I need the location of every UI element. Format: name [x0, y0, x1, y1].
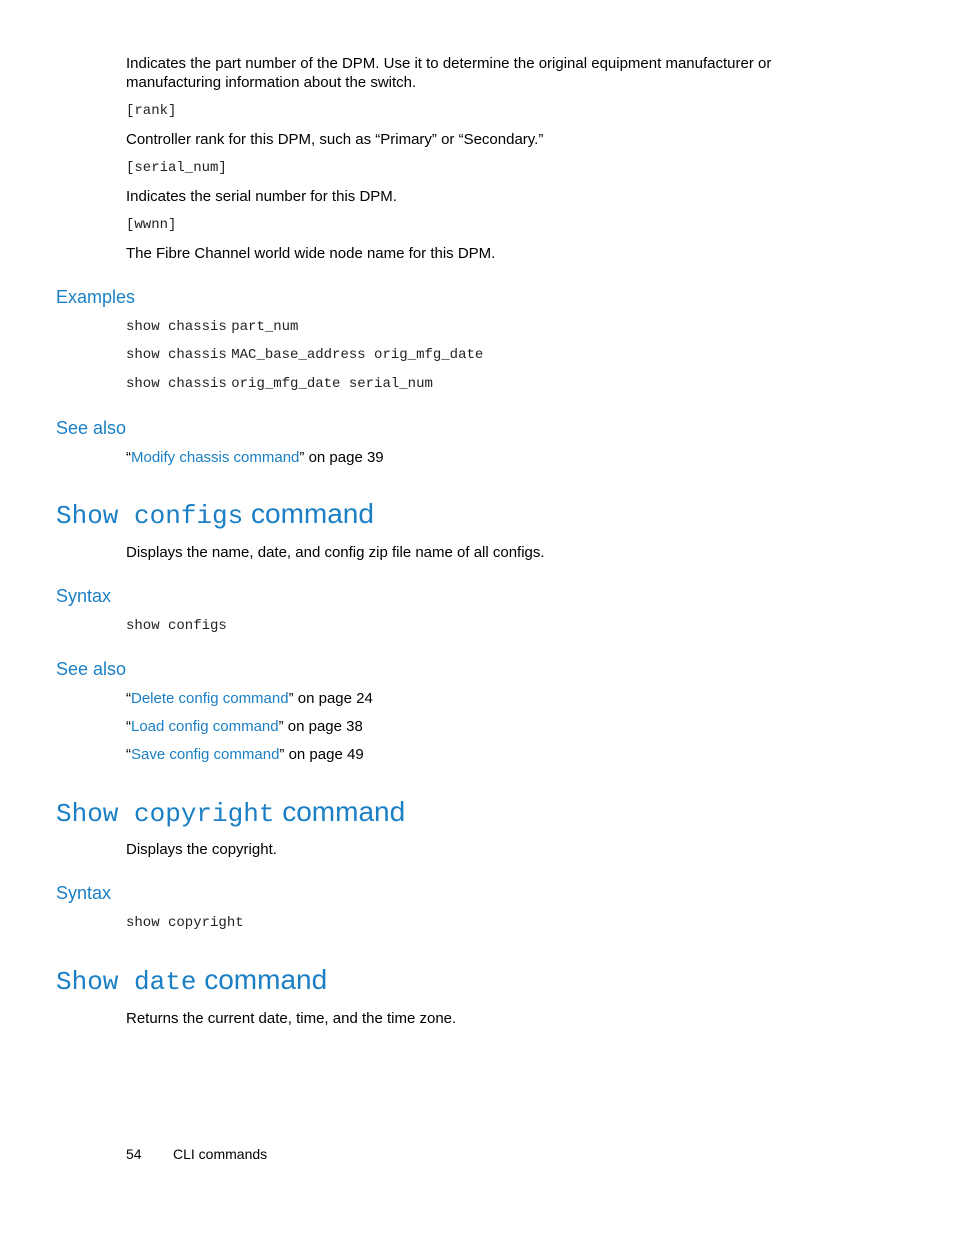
show-configs-title	[56, 497, 374, 533]
see-also-reference	[126, 745, 364, 764]
example-line	[126, 375, 433, 393]
syntax-heading: Syntax	[56, 883, 112, 903]
example-line	[126, 318, 298, 336]
see-also-heading: See also	[56, 418, 127, 438]
footer-section-title: CLI commands	[173, 1146, 268, 1162]
open-quote: “	[126, 718, 131, 735]
syntax-heading: Syntax	[56, 586, 112, 606]
open-quote: “	[126, 690, 131, 707]
show-configs-syntax: show configs	[126, 618, 227, 634]
example-line	[126, 346, 483, 364]
serial-num-description: Indicates the serial number for this DPM.	[126, 188, 397, 205]
page-reference: ” on page 39	[299, 449, 384, 466]
wwnn-parameter: [wwnn]	[126, 217, 177, 233]
example-command: show chassis	[126, 376, 227, 392]
show-date-title	[56, 963, 327, 999]
rank-description: Controller rank for this DPM, such as “Primary” or “Secondary.”	[126, 131, 544, 148]
wwnn-description: The Fibre Channel world wide node name for this DPM.	[126, 245, 496, 262]
save-config-command-link[interactable]: Save config command	[131, 746, 280, 763]
modify-chassis-command-link[interactable]: Modify chassis command	[131, 449, 300, 466]
part-num-description-line-1: Indicates the part number of the DPM. Use it to determine the original equipment manufacturer or	[126, 55, 772, 72]
show-copyright-title-code: Show copyright	[56, 799, 275, 829]
example-command: show chassis	[126, 347, 227, 363]
example-args: part_num	[231, 319, 299, 335]
open-quote: “	[126, 449, 131, 466]
see-also-reference	[126, 717, 363, 736]
example-args: MAC_base_address orig_mfg_date	[231, 347, 484, 363]
show-configs-description: Displays the name, date, and config zip file name of all configs.	[126, 544, 545, 561]
show-configs-title-word: command	[251, 498, 374, 529]
page-number: 54	[126, 1146, 142, 1162]
show-date-description: Returns the current date, time, and the time zone.	[126, 1010, 457, 1027]
rank-parameter: [rank]	[126, 103, 177, 119]
page-reference: ” on page 24	[288, 690, 373, 707]
page-reference: ” on page 38	[278, 718, 363, 735]
show-date-title-code: Show date	[56, 967, 197, 997]
example-args: orig_mfg_date serial_num	[231, 376, 433, 392]
example-command: show chassis	[126, 319, 227, 335]
page-reference: ” on page 49	[279, 746, 364, 763]
part-num-description-line-2: manufacturing information about the switch.	[126, 74, 417, 91]
serial-num-parameter: [serial_num]	[126, 160, 227, 176]
examples-heading: Examples	[56, 287, 136, 307]
load-config-command-link[interactable]: Load config command	[131, 718, 279, 735]
open-quote: “	[126, 746, 131, 763]
show-copyright-title-word: command	[282, 796, 406, 827]
see-also-reference	[126, 448, 384, 467]
see-also-heading: See also	[56, 659, 127, 679]
show-copyright-title	[56, 795, 405, 831]
delete-config-command-link[interactable]: Delete config command	[131, 690, 289, 707]
show-copyright-description: Displays the copyright.	[126, 841, 277, 858]
see-also-reference	[126, 689, 373, 708]
show-configs-title-code: Show configs	[56, 501, 244, 531]
show-date-title-word: command	[204, 964, 328, 995]
show-copyright-syntax: show copyright	[126, 915, 244, 931]
